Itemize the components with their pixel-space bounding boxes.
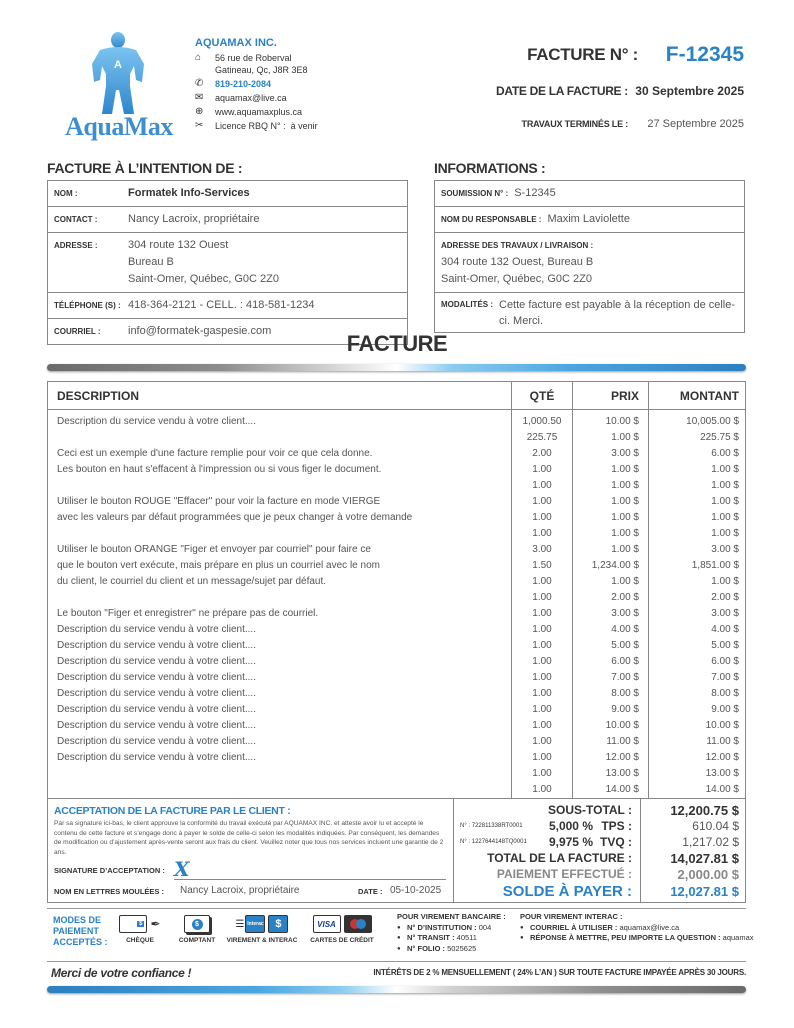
line-price[interactable]: 8.00 $: [611, 688, 639, 699]
manager-name[interactable]: Maxim Laviolette: [547, 213, 630, 225]
bill-address-row: [48, 233, 407, 293]
interac-answer-item: [520, 933, 754, 944]
subtotal-value: 12,200.75 $: [670, 803, 739, 818]
header-price: PRIX: [610, 389, 639, 403]
pen-icon: ✒: [150, 917, 161, 931]
line-amount: 1.00 $: [711, 528, 739, 539]
tps-number: N° : 722811338RT0001: [460, 823, 523, 829]
completed-date-label: TRAVAUX TERMINÉS LE :: [521, 119, 628, 129]
bill-phone-row: [48, 293, 407, 319]
bill-address-line3: Saint-Omer, Québec, G0C 2Z0: [128, 273, 280, 285]
interac-email[interactable]: aquamax@live.ca: [619, 922, 680, 932]
line-amount: 12.00 $: [705, 752, 739, 763]
bank-title: POUR VIREMENT BANCAIRE :: [397, 912, 506, 921]
line-price[interactable]: 14.00 $: [605, 784, 639, 795]
line-quantity[interactable]: 1.00: [532, 512, 552, 523]
interac-answer-label: RÉPONSE À METTRE, PEU IMPORTE LA QUESTION :: [530, 933, 721, 942]
visa-icon: VISA: [313, 915, 341, 933]
line-amount: 1.00 $: [711, 512, 739, 523]
bill-name-label: NOM :: [54, 189, 78, 198]
tvq-label: TVQ :: [600, 835, 632, 849]
line-quantity[interactable]: 1.00: [532, 720, 552, 731]
line-price[interactable]: 1.00 $: [611, 576, 639, 587]
interest-notice: INTÉRÊTS DE 2 % MENSUELLEMENT ( 24% L’AN ) SUR TOUTE FACTURE IMPAYÉE APRÈS 30 JOURS.: [373, 968, 746, 977]
cards-label: CARTES DE CRÉDIT: [310, 937, 374, 944]
bill-address-line1: 304 route 132 Ouest: [128, 239, 229, 251]
table-row: [48, 574, 745, 590]
terms-label: MODALITÉS :: [441, 300, 493, 309]
table-row: [48, 446, 745, 462]
total-value: 14,027.81 $: [670, 851, 739, 866]
acceptance-date[interactable]: 05-10-2025: [390, 885, 442, 896]
bill-name[interactable]: Formatek Info-Services: [128, 187, 250, 199]
table-row: [48, 606, 745, 622]
line-price[interactable]: 12.00 $: [605, 752, 639, 763]
home-icon: ⌂: [195, 52, 202, 63]
line-price[interactable]: 1.00 $: [611, 464, 639, 475]
terms-row: [435, 293, 744, 332]
bill-address[interactable]: [128, 237, 279, 288]
info-box: [434, 180, 745, 333]
quote-label: SOUMISSION N° :: [441, 189, 509, 198]
table-header: [48, 382, 745, 410]
transit-item: [397, 933, 506, 944]
subtotal-row: [454, 803, 745, 819]
payment-modes-line1: MODES DE: [53, 915, 102, 925]
balance-label: SOLDE À PAYER :: [502, 883, 632, 900]
company-name: AQUAMAX INC.: [195, 37, 277, 49]
terms-text[interactable]: Cette facture est payable à la réception de celle-ci. Merci.: [499, 299, 736, 327]
header-description: DESCRIPTION: [57, 389, 140, 403]
payment-modes-line2: PAIEMENT: [53, 926, 99, 936]
tps-label: TPS :: [601, 819, 632, 833]
transfer-label: VIREMENT & INTERAC: [226, 937, 298, 944]
tps-row: [454, 819, 745, 835]
line-amount: 1.00 $: [711, 496, 739, 507]
line-quantity[interactable]: 1.00: [532, 704, 552, 715]
line-quantity[interactable]: 1.00: [532, 688, 552, 699]
tvq-number: N° : 1227644148TQ0001: [460, 839, 527, 845]
cheque-label: CHÈQUE: [126, 937, 154, 944]
line-description[interactable]: avec les valeurs par défaut programmées que je peux changer à votre demande: [57, 512, 413, 523]
payment-cards: [306, 913, 378, 944]
interac-icon: Interac: [245, 915, 265, 933]
line-price[interactable]: 1.00 $: [611, 480, 639, 491]
bill-email[interactable]: info@formatek-gaspesie.com: [128, 325, 272, 337]
line-description[interactable]: Le bouton "Figer et enregistrer" ne prépare pas de courriel.: [57, 608, 319, 619]
bottom-gradient-bar: [47, 986, 746, 993]
line-price[interactable]: 1.00 $: [611, 432, 639, 443]
company-address-line2: Gatineau, Qc, J8R 3E8: [215, 65, 308, 75]
folio-label: N° FOLIO :: [407, 943, 445, 953]
line-amount: 8.00 $: [711, 688, 739, 699]
table-row: [48, 542, 745, 558]
line-quantity[interactable]: 1.00: [532, 736, 552, 747]
invoice-date-label: DATE DE LA FACTURE :: [496, 84, 628, 98]
line-quantity[interactable]: 3.00: [532, 544, 552, 555]
line-description[interactable]: Utiliser le bouton ORANGE "Figer et envoyer par courriel" pour faire ce: [57, 544, 371, 555]
transit-label: N° TRANSIT :: [407, 933, 455, 942]
line-amount: 11.00 $: [706, 736, 739, 747]
signature-mark[interactable]: X: [174, 857, 190, 881]
totals-block: [454, 799, 745, 902]
company-address-line1: 56 rue de Roberval: [215, 53, 292, 63]
phone-icon: ✆: [195, 78, 204, 89]
line-description[interactable]: Description du service vendu à votre client....: [57, 640, 256, 651]
acceptance-date-label: DATE :: [358, 887, 383, 896]
divider: [47, 961, 746, 962]
info-title: INFORMATIONS :: [434, 160, 546, 176]
top-gradient-bar: [47, 364, 746, 371]
line-description[interactable]: que le bouton vert exécute, mais prépare en plus un courriel avec le nom: [57, 560, 380, 571]
acceptance-text: Par sa signature ici-bas, le client approuve la conformité du travail exécuté par AQUAMAX INC. et atteste avoir lu et accepté le contenu de cette facture et s’engage donc à payer le solde de celle-ci selon les modalités indiquées. Par conséquent, les demandes de modification ou d’ajustement après-vente seront aux frais du client. Veuillez noter que tous nos services incluent une garantie de 2 ans.: [54, 820, 444, 856]
line-quantity[interactable]: 1.00: [532, 592, 552, 603]
line-price[interactable]: 7.00 $: [611, 672, 639, 683]
table-row: [48, 654, 745, 670]
table-row: [48, 414, 745, 430]
bill-phone-label: TÉLÉPHONE (S) :: [54, 301, 121, 310]
tvq-row: [454, 835, 745, 851]
bill-name-row: [48, 181, 407, 207]
mastercard-icon: [344, 915, 372, 933]
company-logo: [60, 30, 180, 148]
quote-number[interactable]: S-12345: [514, 187, 556, 199]
line-amount: 2.00 $: [711, 592, 739, 603]
payment-cheque: [118, 913, 162, 944]
line-description[interactable]: Utiliser le bouton ROUGE "Effacer" pour voir la facture en mode VIERGE: [57, 496, 381, 507]
table-row: [48, 558, 745, 574]
divider: [47, 908, 746, 909]
line-amount: 225.75 $: [700, 432, 739, 443]
table-row: [48, 462, 745, 478]
line-price[interactable]: 6.00 $: [611, 656, 639, 667]
line-quantity[interactable]: 1.00: [532, 656, 552, 667]
interac-transfer-info: [520, 912, 754, 944]
table-row: [48, 702, 745, 718]
line-price[interactable]: 9.00 $: [611, 704, 639, 715]
balance-value: 12,027.81 $: [670, 884, 739, 899]
svg-text:A: A: [114, 59, 122, 71]
table-row: [48, 494, 745, 510]
line-amount: 1,851.00 $: [691, 560, 739, 571]
interac-answer: aquamax: [722, 933, 754, 942]
bank-transfer-info: [397, 912, 506, 954]
line-price[interactable]: 10.00 $: [605, 720, 639, 731]
cheque-icon: $: [119, 915, 147, 933]
company-website[interactable]: www.aquamaxplus.ca: [215, 107, 303, 117]
line-amount: 3.00 $: [711, 608, 739, 619]
table-row: [48, 718, 745, 734]
line-quantity[interactable]: 1.00: [532, 624, 552, 635]
licence-value: à venir: [290, 121, 318, 131]
table-row: [48, 430, 745, 446]
interac-email-label: COURRIEL À UTILISER :: [530, 922, 618, 932]
paid-row: [454, 867, 745, 883]
line-price[interactable]: 4.00 $: [611, 624, 639, 635]
acceptance-title: ACCEPTATION DE LA FACTURE PAR LE CLIENT :: [54, 805, 291, 817]
line-quantity[interactable]: 225.75: [526, 432, 558, 443]
tools-icon: ✂: [195, 120, 204, 131]
company-phone[interactable]: 819-210-2084: [215, 79, 272, 89]
table-row: [48, 782, 745, 798]
bill-to-box: [47, 180, 408, 345]
line-price[interactable]: 5.00 $: [611, 640, 639, 651]
table-row: [48, 590, 745, 606]
line-price[interactable]: 3.00 $: [611, 608, 639, 619]
globe-icon: ⊕: [195, 106, 204, 117]
invoice-date[interactable]: 30 Septembre 2025: [635, 84, 744, 98]
table-body: [48, 414, 745, 798]
line-quantity[interactable]: 1.00: [532, 608, 552, 619]
line-quantity[interactable]: 1.00: [532, 464, 552, 475]
dollar-icon: $: [268, 915, 288, 933]
invoice-number-label: FACTURE N° :: [527, 45, 638, 64]
line-amount: 1.00 $: [711, 576, 739, 587]
institution-item: [397, 923, 506, 934]
line-amount: 10.00 $: [705, 720, 739, 731]
summary-section: [47, 799, 746, 903]
tps-value: 610.04 $: [692, 819, 739, 833]
paid-label: PAIEMENT EFFECTUÉ :: [496, 867, 632, 881]
line-amount: 5.00 $: [711, 640, 739, 651]
institution-label: N° D’INSTITUTION :: [407, 922, 477, 932]
bill-phone[interactable]: 418-364-2121 - CELL. : 418-581-1234: [128, 299, 315, 311]
table-row: [48, 734, 745, 750]
speed-lines-icon: ☰: [235, 918, 243, 930]
table-row: [48, 766, 745, 782]
header-amount: MONTANT: [679, 389, 739, 403]
table-row: [48, 686, 745, 702]
line-quantity[interactable]: 1.00: [532, 784, 552, 795]
line-quantity[interactable]: 1.00: [532, 768, 552, 779]
completed-date[interactable]: 27 Septembre 2025: [647, 118, 744, 130]
line-quantity[interactable]: 1.00: [532, 528, 552, 539]
header-qty: QTÉ: [529, 389, 555, 403]
bill-contact[interactable]: Nancy Lacroix, propriétaire: [128, 213, 260, 225]
tvq-value: 1,217.02 $: [682, 835, 739, 849]
line-description[interactable]: Description du service vendu à votre client....: [57, 624, 256, 635]
document-title: FACTURE: [346, 331, 448, 356]
line-quantity[interactable]: 1.00: [532, 576, 552, 587]
line-quantity[interactable]: 1.00: [532, 640, 552, 651]
line-price[interactable]: 13.00 $: [605, 768, 639, 779]
table-row: [48, 510, 745, 526]
line-price[interactable]: 3.00 $: [611, 448, 639, 459]
interac-title: POUR VIREMENT INTERAC :: [520, 912, 623, 921]
bill-to-title: FACTURE À L’INTENTION DE :: [47, 160, 243, 176]
tvq-rate[interactable]: 9,975 %: [548, 835, 593, 849]
tps-rate[interactable]: 5,000 %: [548, 819, 593, 833]
line-description[interactable]: Description du service vendu à votre client....: [57, 720, 256, 731]
line-amount: 6.00 $: [711, 656, 739, 667]
printed-name-label: NOM EN LETTRES MOULÉES :: [54, 887, 165, 896]
line-description[interactable]: Description du service vendu à votre client....: [57, 672, 256, 683]
line-quantity[interactable]: 1.00: [532, 672, 552, 683]
quote-row: [435, 181, 744, 207]
line-description[interactable]: Les bouton en haut s'effacent à l'impression ou si vous figer le document.: [57, 464, 382, 475]
line-price[interactable]: 1.00 $: [611, 544, 639, 555]
subtotal-label: SOUS-TOTAL :: [548, 803, 632, 817]
table-row: [48, 638, 745, 654]
signature-label: SIGNATURE D’ACCEPTATION :: [54, 866, 165, 875]
line-quantity[interactable]: 1.50: [532, 560, 552, 571]
payment-cash: [172, 913, 222, 944]
work-address-line1[interactable]: 304 route 132 Ouest, Bureau B: [441, 256, 594, 268]
line-description[interactable]: Description du service vendu à votre client....: [57, 752, 256, 763]
table-row: [48, 622, 745, 638]
logo-wordmark: AquaMax: [65, 112, 173, 141]
line-amount: 1.00 $: [711, 480, 739, 491]
cash-icon: $: [184, 915, 210, 933]
company-info: [195, 37, 318, 134]
line-price[interactable]: 1,234.00 $: [591, 560, 639, 571]
line-quantity[interactable]: 1,000.50: [522, 416, 562, 427]
total-label: TOTAL DE LA FACTURE :: [487, 851, 632, 865]
table-row: [48, 478, 745, 494]
line-quantity[interactable]: 1.00: [532, 480, 552, 491]
paid-value[interactable]: 2,000.00 $: [677, 867, 739, 882]
thank-you-message: Merci de votre confiance !: [51, 966, 192, 980]
transit-value: 40511: [456, 933, 477, 942]
manager-label: NOM DU RESPONSABLE :: [441, 215, 542, 224]
line-price[interactable]: 10.00 $: [605, 416, 639, 427]
printed-name[interactable]: Nancy Lacroix, propriétaire: [180, 885, 300, 896]
line-description[interactable]: du client, le courriel du client et un message/sujet par défaut.: [57, 576, 327, 587]
bill-contact-label: CONTACT :: [54, 215, 98, 224]
company-email[interactable]: aquamax@live.ca: [215, 93, 287, 103]
line-amount: 13.00 $: [705, 768, 739, 779]
line-price[interactable]: 1.00 $: [611, 528, 639, 539]
table-row: [48, 670, 745, 686]
line-price[interactable]: 1.00 $: [611, 512, 639, 523]
bill-address-label: ADRESSE :: [54, 241, 98, 250]
line-description[interactable]: Description du service vendu à votre client....: [57, 416, 256, 427]
line-amount: 7.00 $: [711, 672, 739, 683]
invoice-number[interactable]: F-12345: [665, 43, 744, 66]
payment-modes-label: [53, 915, 108, 948]
line-price[interactable]: 1.00 $: [611, 496, 639, 507]
line-description[interactable]: Description du service vendu à votre client....: [57, 656, 256, 667]
mail-icon: ✉: [195, 92, 204, 103]
folio-value: 5025625: [447, 943, 477, 953]
cash-label: COMPTANT: [178, 937, 216, 944]
acceptance-block: [48, 799, 454, 902]
work-address-row: [435, 233, 744, 293]
line-description[interactable]: Description du service vendu à votre client....: [57, 736, 256, 747]
line-quantity[interactable]: 1.00: [532, 496, 552, 507]
line-quantity[interactable]: 1.00: [532, 752, 552, 763]
line-quantity[interactable]: 2.00: [532, 448, 552, 459]
interac-email-item: [520, 923, 754, 934]
line-amount: 9.00 $: [711, 704, 739, 715]
bill-address-line2: Bureau B: [128, 256, 174, 268]
line-amount: 4.00 $: [711, 624, 739, 635]
table-row: [48, 526, 745, 542]
table-row: [48, 750, 745, 766]
line-price[interactable]: 2.00 $: [611, 592, 639, 603]
line-items-table: [47, 381, 746, 799]
line-amount: 10,005.00 $: [686, 416, 739, 427]
line-price[interactable]: 11.00 $: [606, 736, 639, 747]
superhero-icon: [60, 30, 180, 115]
payment-modes-line3: ACCEPTÉS :: [53, 937, 108, 947]
manager-row: [435, 207, 744, 233]
bill-contact-row: [48, 207, 407, 233]
line-amount: 6.00 $: [711, 448, 739, 459]
balance-row: [454, 883, 745, 899]
licence-label: Licence RBQ N° :: [215, 121, 286, 131]
line-amount: 3.00 $: [711, 544, 739, 555]
work-address-label: ADRESSE DES TRAVAUX / LIVRAISON :: [441, 241, 594, 250]
line-description[interactable]: Description du service vendu à votre client....: [57, 688, 256, 699]
signature-line: [174, 879, 446, 880]
line-amount: 14.00 $: [705, 784, 739, 795]
line-description[interactable]: Description du service vendu à votre client....: [57, 704, 256, 715]
work-address-line2[interactable]: Saint-Omer, Québec, G0C 2Z0: [441, 273, 593, 285]
total-row: [454, 851, 745, 867]
folio-item: [397, 944, 506, 955]
payment-transfer: [226, 913, 298, 944]
bill-email-label: COURRIEL :: [54, 327, 101, 336]
institution-value: 004: [478, 922, 492, 932]
line-amount: 1.00 $: [711, 464, 739, 475]
line-description[interactable]: Ceci est un exemple d'une facture remplie pour voir ce que cela donne.: [57, 448, 373, 459]
